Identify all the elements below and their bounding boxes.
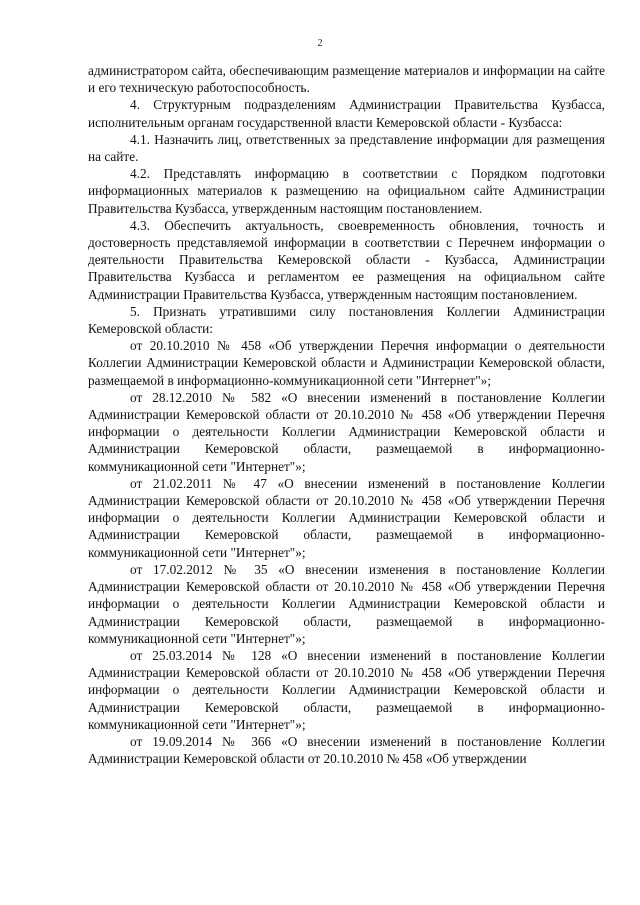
paragraph-repealed-2010-458: от 20.10.2010 № 458 «Об утверждении Перечня информации о деятельности Коллегии Администрации Кемеровской области и Администрации Кемеровской области, размещаемой в информационно-коммуникационной сети "Интернет"»; <box>88 338 605 388</box>
paragraph-item-5: 5. Признать утратившими силу постановления Коллегии Администрации Кемеровской области: <box>88 303 605 337</box>
paragraph-repealed-2010-582: от 28.12.2010 № 582 «О внесении изменений в постановление Коллегии Администрации Кемеровской области от 20.10.2010 № 458 «Об утверждении Перечня информации о деятельности Коллегии Администрации Кемеровской области и Администрации Кемеровской области, размещаемой в информационно-коммуникационной сети "Интернет"»; <box>88 389 605 474</box>
paragraph-item-4-1: 4.1. Назначить лиц, ответственных за представление информации для размещения на сайте. <box>88 131 605 165</box>
page-number: 2 <box>317 38 323 49</box>
document-body <box>88 62 605 767</box>
paragraph-repealed-2014-366: от 19.09.2014 № 366 «О внесении изменений в постановление Коллегии Администрации Кемеровской области от 20.10.2010 № 458 «Об утверждении <box>88 733 605 767</box>
paragraph-item-4-2: 4.2. Представлять информацию в соответствии с Порядком подготовки информационных материалов к размещению на официальном сайте Администрации Правительства Кузбасса, утвержденным настоящим постановлением. <box>88 166 605 216</box>
paragraph-repealed-2014-128: от 25.03.2014 № 128 «О внесении изменений в постановление Коллегии Администрации Кемеровской области от 20.10.2010 № 458 «Об утверждении Перечня информации о деятельности Коллегии Администрации Кемеровской области и Администрации Кемеровской области, размещаемой в информационно-коммуникационной сети "Интернет"»; <box>88 647 605 732</box>
paragraph-repealed-2012-35: от 17.02.2012 № 35 «О внесении изменения в постановление Коллегии Администрации Кемеровской области от 20.10.2010 № 458 «Об утверждении Перечня информации о деятельности Коллегии Администрации Кемеровской области и Администрации Кемеровской области, размещаемой в информационно-коммуникационной сети "Интернет"»; <box>88 561 605 646</box>
paragraph-admin-responsibility: администратором сайта, обеспечивающим размещение материалов и информации на сайте и его техническую работоспособность. <box>88 63 605 96</box>
paragraph-item-4-3: 4.3. Обеспечить актуальность, своевременность обновления, точность и достоверность представляемой информации в соответствии с Перечнем информации о деятельности Правительства Кемеровской области - Кузбасса, Администрации Правительства Кузбасса и регламентом ее размещения на официальном сайте Администрации Правительства Кузбасса, утвержденным настоящим постановлением. <box>88 217 605 302</box>
paragraph-item-4: 4. Структурным подразделениям Администрации Правительства Кузбасса, исполнительным органам государственной власти Кемеровской области - Кузбасса: <box>88 97 605 130</box>
paragraph-repealed-2011-47: от 21.02.2011 № 47 «О внесении изменений в постановление Коллегии Администрации Кемеровской области от 20.10.2010 № 458 «Об утверждении Перечня информации о деятельности Коллегии Администрации Кемеровской области и Администрации Кемеровской области, размещаемой в информационно-коммуникационной сети "Интернет"»; <box>88 475 605 560</box>
